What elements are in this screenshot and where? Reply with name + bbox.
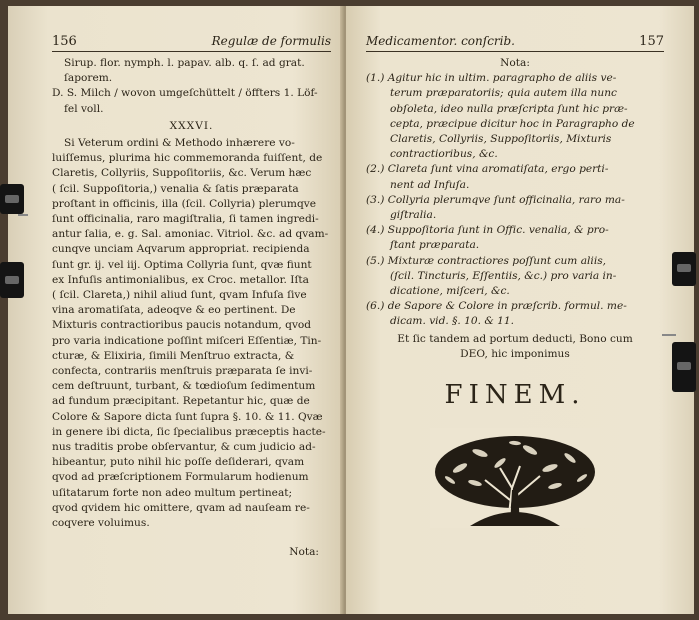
left-text-line: luiſſemus, plurima hic commemoranda fuiſſent, de	[52, 152, 323, 165]
left-running-head	[52, 34, 331, 52]
left-text-line: pro varia indicatione poſſint miſceri Eſſentiæ, Tin-	[52, 334, 322, 347]
right-running-head	[366, 34, 664, 52]
left-text-line: Sirup. flor. nymph. l. papav. alb. q. ſ. ad grat.	[64, 57, 305, 69]
left-text-line: Si Veterum ordini & Methodo inhærere vo-	[64, 137, 295, 150]
note-line: (4.) Suppoſitoria ſunt in Offic. venalia, & pro-	[366, 224, 609, 237]
left-body-text	[52, 56, 331, 531]
left-text-line: fel voll.	[64, 102, 104, 115]
left-text-line: cunqve unciam Aqvarum appropriat. recipienda	[52, 243, 310, 256]
note-line: terum præparatoriis; quia autem illa nunc	[390, 87, 617, 100]
tree-woodcut-icon	[430, 428, 600, 528]
left-text-line: ſunt officinalia, raro magiſtralia, ſi tamen ingredi-	[52, 213, 319, 226]
binder-clip-right-bottom	[672, 342, 696, 392]
left-text-line: qvod ad præſcriptionem Formularum hodienum	[52, 471, 309, 484]
left-text-line: D. S. Milch / wovon umgeſchüttelt / öffters 1. Löf-	[52, 87, 318, 100]
binder-clip-right-top	[672, 252, 696, 286]
note-line: (3.) Collyria plerumqve ſunt officinalia, raro ma-	[366, 193, 625, 206]
left-text-line: qvod qvidem hic omittere, qvam ad nauſeam re-	[52, 501, 310, 514]
note-line: Claretis, Collyriis, Suppoſitoriis, Mixturis	[390, 133, 612, 146]
note-line: giſtralia.	[390, 209, 437, 222]
left-text-line: ex Infuſis antimonialibus, ex Croc. metallor. Iſta	[52, 273, 309, 286]
left-text-line: XXXVI.	[169, 119, 214, 132]
note-line: (5.) Mixturæ contractiores poſſunt cum aliis,	[366, 254, 607, 267]
left-text-line: Mixturis contractioribus paucis notandum, qvod	[52, 319, 312, 332]
binder-clip-left-bottom	[0, 262, 24, 298]
left-text-line: hibeantur, puto nihil hic poſſe deſiderari, qvam	[52, 456, 305, 469]
left-text-line: ( ſcil. Suppoſitoria,) venalia & ſatis præparata	[52, 182, 299, 195]
note-line: (ſcil. Tincturis, Eſſentiis, &c.) pro varia in-	[390, 269, 617, 282]
note-line: nent ad Infuſa.	[390, 178, 470, 191]
left-text-line: in genere ibi dicta, ſic ſpecialibus præceptis hacte-	[52, 425, 326, 438]
left-text-line: Colore & Sapore dicta ſunt ſupra §. 10. & 11. Qvæ	[52, 410, 323, 423]
closing-line: Et ſic tandem ad portum deducti, Bono cum	[397, 332, 633, 345]
left-page	[8, 6, 344, 614]
finem-heading: FINEM.	[444, 380, 586, 411]
left-text-line: vina aromatiſata, adeoqve & eo pertinent. De	[52, 304, 296, 317]
note-line: dicam. vid. §. 10. & 11.	[390, 315, 514, 328]
note-line: obſoleta, ideo nulla præſcripta ſunt hic præ-	[390, 102, 628, 115]
left-text-line: ſaporem.	[64, 72, 113, 85]
note-line: dicatione, miſceri, &c.	[390, 285, 510, 298]
left-text-line: ſunt gr. ij. vel iij. Optima Collyria ſunt, qvæ fiunt	[52, 258, 312, 271]
right-running-title: Medicamentor. conſcrib.	[366, 34, 515, 48]
left-text-line: proſtant in officinis, illa (ſcil. Collyria) plerumqve	[52, 197, 317, 210]
closing-text	[366, 332, 664, 362]
left-text-line: confecta, contrariis menſtruis præparata ſe invi-	[52, 365, 313, 378]
left-text-line: cturæ, & Elixiria, ſimili Menſtruo extracta, &	[52, 349, 295, 362]
notes-list	[366, 71, 664, 329]
left-text-line: uſitatarum forte non adeo multum pertineat;	[52, 486, 293, 499]
left-text-line: antur ſalia, e. g. Sal. amoniac. Vitriol. &c. ad qvam-	[52, 228, 329, 241]
note-line: (2.) Clareta ſunt vina aromatiſata, ergo perti-	[366, 163, 609, 176]
note-line: (6.) de Sapore & Colore in præſcrib. formul. me-	[366, 300, 627, 313]
note-line: (1.) Agitur hic in ultim. paragrapho de aliis ve-	[366, 72, 617, 85]
right-page-number: 157	[639, 34, 664, 49]
clip-wire-right	[662, 334, 676, 336]
clip-wire-left	[18, 214, 28, 216]
left-running-title: Regulæ de formulis	[211, 34, 331, 48]
left-text-line: Claretis, Collyriis, Suppoſitoriis, &c. Verum hæc	[52, 167, 312, 180]
note-line: contractioribus, &c.	[390, 148, 498, 161]
left-text-line: nus traditis probe obſervantur, & cum judicio ad-	[52, 441, 316, 454]
note-line: ſtant præparata.	[390, 239, 480, 252]
closing-line: DEO, hic imponimus	[460, 347, 570, 360]
left-text-line: ad fundum præcipitant. Repetantur hic, quæ de	[52, 395, 310, 408]
left-catchword: Nota:	[289, 546, 319, 559]
binder-clip-left-top	[0, 184, 24, 214]
left-text-line: ( ſcil. Clareta,) nihil aliud ſunt, qvam Infuſa ſive	[52, 289, 307, 302]
left-text-line: coqvere voluimus.	[52, 517, 150, 530]
right-page	[346, 6, 694, 614]
nota-title: Nota:	[500, 57, 530, 69]
left-page-number: 156	[52, 34, 77, 49]
left-text-line: cem deſtruunt, turbant, & tœdioſum ſedimentum	[52, 380, 316, 393]
note-line: cepta, præcipue dicitur hoc in Paragrapho de	[390, 117, 635, 130]
